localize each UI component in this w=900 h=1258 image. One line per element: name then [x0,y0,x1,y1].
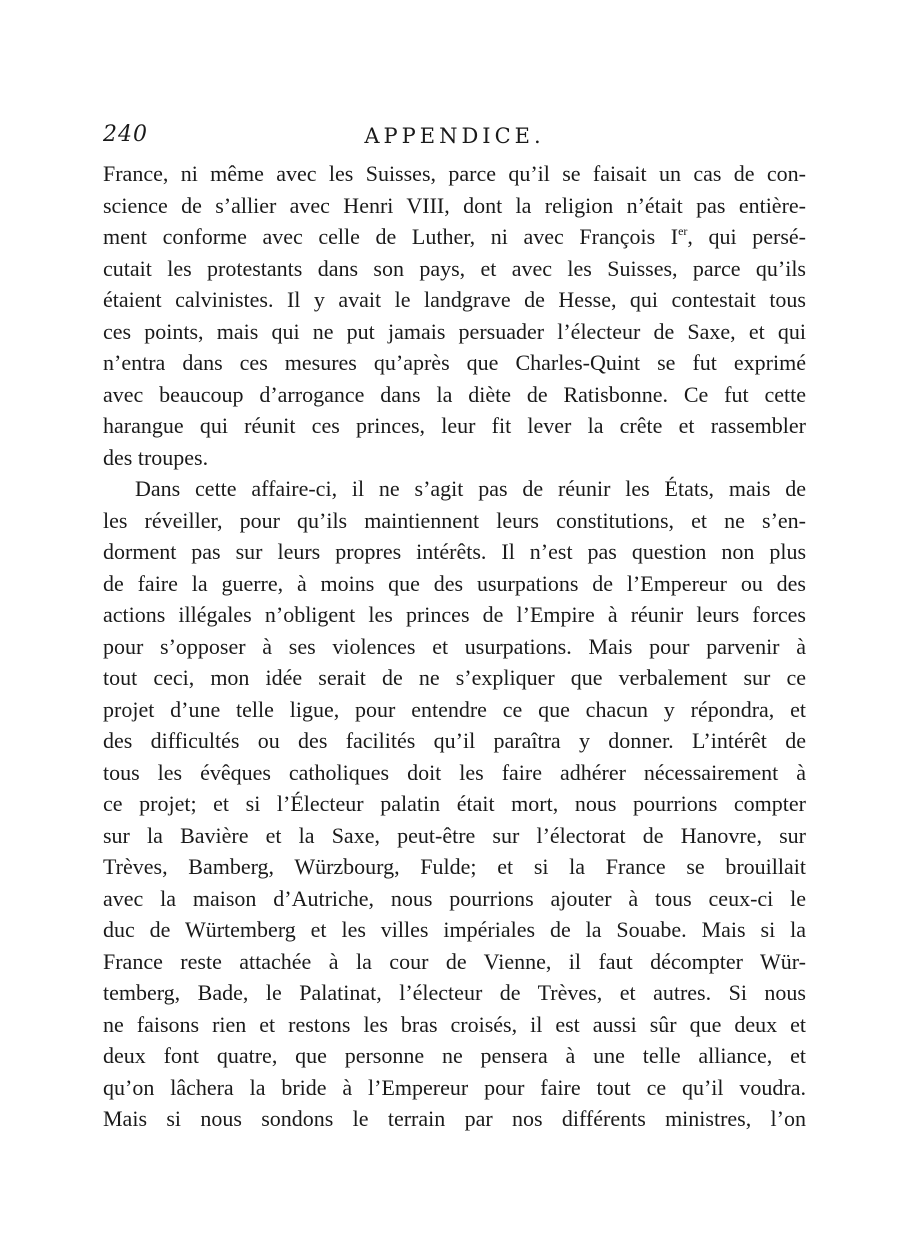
text-line: n’entra dans ces mesures qu’après que Charles-Quint se fut exprimé [103,350,806,375]
book-page [103,118,806,1135]
text-segment: ment conforme avec celle de Luther, ni avec François I [103,224,679,249]
text-line: tous les évêques catholiques doit les faire adhérer nécessairement à [103,759,806,785]
text-line: projet d’une telle ligue, pour entendre ce que chacun y répondra, et [103,696,806,722]
text-line: deux font quatre, que personne ne pensera à une telle alliance, et [103,1043,806,1068]
text-line: dorment pas sur leurs propres intérêts. Il n’est pas question non plus [103,539,806,564]
text-line: harangue qui réunit ces princes, leur fit lever la crête et rassembler [103,413,806,438]
text-line: cutait les protestants dans son pays, et avec les Suisses, parce qu’ils [103,255,806,281]
text-line: Dans cette affaire-ci, il ne s’agit pas de réunir les États, mais de [135,476,806,501]
text-line: science de s’allier avec Henri VIII, dont la religion n’était pas entière- [103,192,806,218]
text-line: ne faisons rien et restons les bras croisés, il est aussi sûr que deux et [103,1011,806,1037]
text-line: ces points, mais qui ne put jamais persuader l’électeur de Saxe, et qui [103,318,806,344]
text-line: duc de Würtemberg et les villes impériales de la Souabe. Mais si la [103,917,806,942]
body-text [103,158,806,1135]
text-line: qu’on lâchera la bride à l’Empereur pour faire tout ce qu’il voudra. [103,1074,806,1100]
text-line: Mais si nous sondons le terrain par nos différents ministres, l’on [103,1106,806,1131]
text-line: France, ni même avec les Suisses, parce qu’il se faisait un cas de con- [103,161,806,186]
text-line: temberg, Bade, le Palatinat, l’électeur de Trèves, et autres. Si nous [103,980,806,1005]
paragraph-2 [103,473,806,1135]
paragraph-1 [103,158,806,473]
text-line: France reste attachée à la cour de Vienne, il faut décompter Wür- [103,948,806,974]
text-line: Trèves, Bamberg, Würzbourg, Fulde; et si la France se brouillait [103,854,806,879]
text-line: avec la maison d’Autriche, nous pourrions ajouter à tous ceux-ci le [103,885,806,911]
text-line: des difficultés ou des facilités qu’il paraîtra y donner. L’intérêt de [103,728,806,753]
text-line: tout ceci, mon idée serait de ne s’expliquer que verbalement sur ce [103,665,806,690]
text-line-with-superscript [103,221,806,253]
text-line: avec beaucoup d’arrogance dans la diète de Ratisbonne. Ce fut cette [103,381,806,407]
text-line: les réveiller, pour qu’ils maintiennent leurs constitutions, et ne s’en- [103,507,806,533]
page-number: 240 [103,122,148,147]
text-line: pour s’opposer à ses violences et usurpations. Mais pour parvenir à [103,633,806,659]
text-line: actions illégales n’obligent les princes de l’Empire à réunir leurs forces [103,602,806,627]
running-title: APPENDICE. [364,124,545,148]
superscript: er [678,224,688,238]
text-line: sur la Bavière et la Saxe, peut-être sur l’électorat de Hanovre, sur [103,822,806,848]
running-head [103,118,806,158]
text-line: de faire la guerre, à moins que des usurpations de l’Empereur ou des [103,570,806,596]
text-line: des troupes. [103,444,209,470]
text-segment: , qui persé- [687,224,806,249]
text-line: étaient calvinistes. Il y avait le landgrave de Hesse, qui contestait tous [103,287,806,312]
text-line: ce projet; et si l’Électeur palatin était mort, nous pourrions compter [103,791,806,816]
